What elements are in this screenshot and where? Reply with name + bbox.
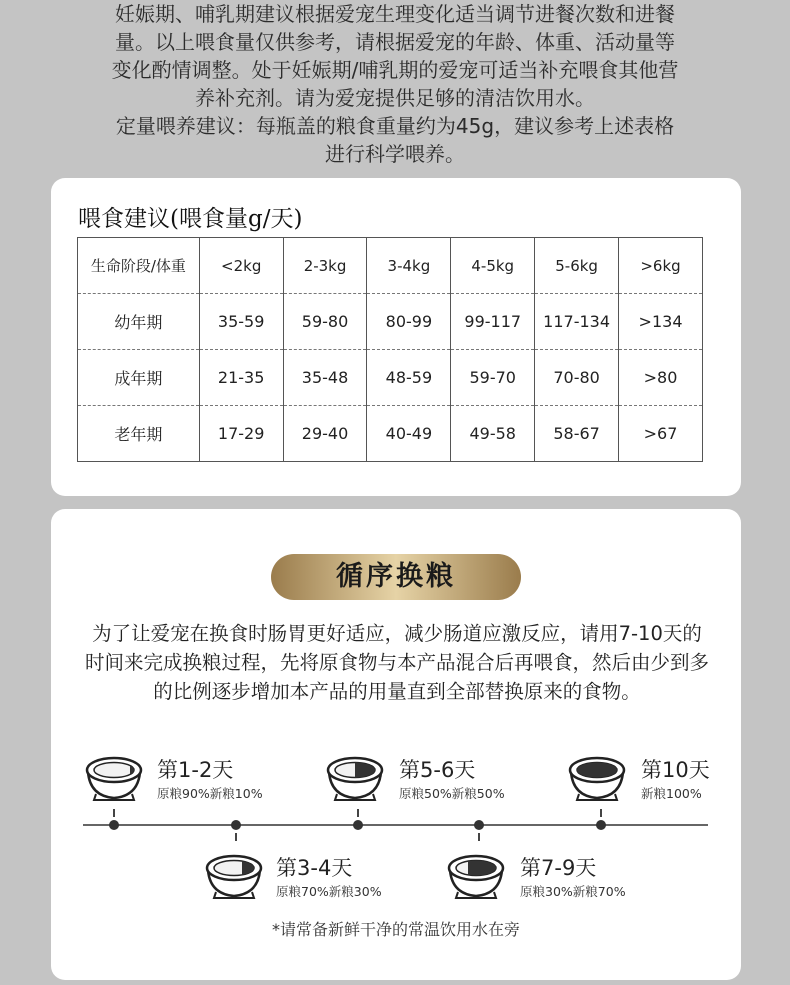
header-cell: <2kg bbox=[199, 238, 283, 294]
table-cell: >67 bbox=[619, 406, 703, 462]
table-row bbox=[78, 406, 703, 462]
stage-day: 第5-6天 bbox=[399, 758, 476, 782]
stage-ratio: 原粮90%新粮10% bbox=[157, 786, 263, 801]
table-cell: 48-59 bbox=[367, 350, 451, 406]
intro-line: 妊娠期、哺乳期建议根据爱宠生理变化适当调节进餐次数和进餐 bbox=[115, 2, 675, 26]
table-cell: 58-67 bbox=[535, 406, 619, 462]
header-cell: 生命阶段/体重 bbox=[78, 238, 200, 294]
row-label: 成年期 bbox=[78, 350, 200, 406]
stage-ratio: 原粮30%新粮70% bbox=[520, 884, 626, 899]
header-cell: 4-5kg bbox=[451, 238, 535, 294]
row-label: 老年期 bbox=[78, 406, 200, 462]
timeline-tick bbox=[478, 833, 480, 841]
table-cell: >80 bbox=[619, 350, 703, 406]
table-cell: 49-58 bbox=[451, 406, 535, 462]
stage-ratio: 原粮50%新粮50% bbox=[399, 786, 505, 801]
header-cell: 5-6kg bbox=[535, 238, 619, 294]
table-cell: 35-59 bbox=[199, 294, 283, 350]
row-label: 幼年期 bbox=[78, 294, 200, 350]
timeline-dot bbox=[596, 820, 606, 830]
timeline-dot bbox=[231, 820, 241, 830]
table-cell: 35-48 bbox=[283, 350, 367, 406]
timeline-tick bbox=[600, 809, 602, 817]
table-cell: 17-29 bbox=[199, 406, 283, 462]
feeding-card bbox=[51, 178, 741, 496]
table-row bbox=[78, 350, 703, 406]
stage-day: 第1-2天 bbox=[157, 758, 234, 782]
table-cell: 70-80 bbox=[535, 350, 619, 406]
header-cell: 3-4kg bbox=[367, 238, 451, 294]
timeline-tick bbox=[113, 809, 115, 817]
intro-text bbox=[60, 0, 730, 168]
table-cell: 29-40 bbox=[283, 406, 367, 462]
stage-day: 第10天 bbox=[641, 758, 710, 782]
timeline-dot bbox=[474, 820, 484, 830]
stage-day: 第7-9天 bbox=[520, 856, 597, 880]
intro-line: 进行科学喂养。 bbox=[325, 142, 465, 166]
table-cell: >134 bbox=[619, 294, 703, 350]
table-cell: 59-80 bbox=[283, 294, 367, 350]
table-header-row bbox=[78, 238, 703, 294]
water-note: *请常备新鲜干净的常温饮用水在旁 bbox=[271, 920, 520, 939]
timeline-dot bbox=[353, 820, 363, 830]
bowl-icon bbox=[446, 852, 506, 900]
timeline-dot bbox=[109, 820, 119, 830]
table-row bbox=[78, 294, 703, 350]
header-cell: 2-3kg bbox=[283, 238, 367, 294]
intro-line: 定量喂养建议：每瓶盖的粮食重量约为45g，建议参考上述表格 bbox=[115, 114, 675, 138]
bowl-icon bbox=[325, 754, 385, 802]
bowl-icon bbox=[567, 754, 627, 802]
stage-ratio: 原粮70%新粮30% bbox=[276, 884, 382, 899]
table-title: 喂食建议(喂食量g/天) bbox=[78, 206, 303, 232]
table-cell: 99-117 bbox=[451, 294, 535, 350]
transition-description: 为了让爱宠在换食时肠胃更好适应，减少肠道应激反应，请用7-10天的时间来完成换粮过程，先将原食物与本产品混合后再喂食，然后由少到多的比例逐步增加本产品的用量直到全部替换原来的食物。 bbox=[84, 622, 709, 703]
bowl-icon bbox=[84, 754, 144, 802]
transition-card bbox=[51, 509, 741, 980]
intro-line: 变化酌情调整。处于妊娠期/哺乳期的爱宠可适当补充喂食其他营 bbox=[111, 58, 679, 82]
intro-line: 养补充剂。请为爱宠提供足够的清洁饮用水。 bbox=[195, 86, 595, 110]
timeline-tick bbox=[235, 833, 237, 841]
table-cell: 80-99 bbox=[367, 294, 451, 350]
table-cell: 40-49 bbox=[367, 406, 451, 462]
timeline-tick bbox=[357, 809, 359, 817]
table-cell: 21-35 bbox=[199, 350, 283, 406]
header-cell: >6kg bbox=[619, 238, 703, 294]
table-cell: 117-134 bbox=[535, 294, 619, 350]
intro-line: 量。以上喂食量仅供参考，请根据爱宠的年龄、体重、活动量等 bbox=[115, 30, 675, 54]
timeline-line bbox=[83, 824, 708, 826]
table-cell: 59-70 bbox=[451, 350, 535, 406]
bowl-icon bbox=[204, 852, 264, 900]
transition-title-banner: 循序换粮 bbox=[271, 554, 521, 600]
stage-ratio: 新粮100% bbox=[641, 786, 702, 801]
stage-day: 第3-4天 bbox=[276, 856, 353, 880]
feeding-table bbox=[77, 237, 703, 462]
